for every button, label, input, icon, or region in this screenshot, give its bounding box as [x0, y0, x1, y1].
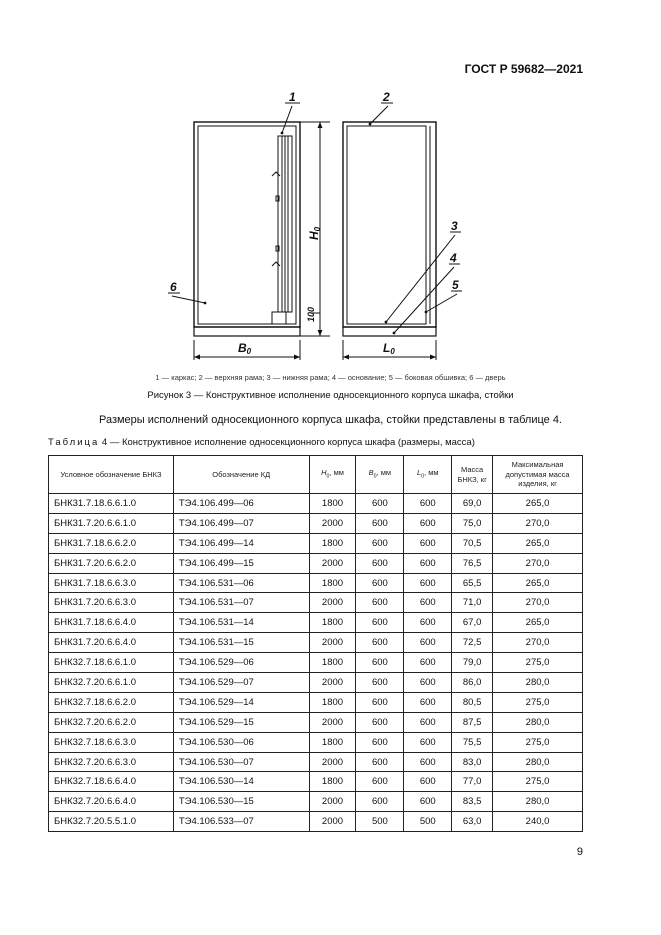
table-cell: 1800: [309, 494, 356, 514]
dim-width-label: B0: [238, 341, 252, 356]
table-cell: БНК32.7.18.6.6.4.0: [49, 772, 174, 792]
table-cell: ТЭ4.106.531—06: [173, 573, 309, 593]
table-cell: 1800: [309, 772, 356, 792]
table-cell: БНК31.7.20.6.6.1.0: [49, 513, 174, 533]
table-cell: 270,0: [493, 593, 583, 613]
table-cell: 71,0: [452, 593, 493, 613]
table-cell: ТЭ4.106.499—06: [173, 494, 309, 514]
table-cell: 79,0: [452, 653, 493, 673]
figure-caption: Рисунок 3 — Конструктивное исполнение односекционного корпуса шкафа, стойки: [147, 390, 514, 401]
dimensions-table: [48, 455, 583, 832]
dim-height-label: H0: [307, 226, 322, 240]
table-cell: 600: [356, 593, 404, 613]
table-cell: ТЭ4.106.530—06: [173, 732, 309, 752]
table-cell: 2000: [309, 792, 356, 812]
table-cell: 600: [356, 712, 404, 732]
table-cell: ТЭ4.106.529—15: [173, 712, 309, 732]
table-cell: БНК32.7.20.5.5.1.0: [49, 812, 174, 832]
table-cell: ТЭ4.106.529—14: [173, 692, 309, 712]
table-cell: 2000: [309, 513, 356, 533]
table-row: [49, 712, 583, 732]
table-cell: 600: [356, 653, 404, 673]
table-cell: 270,0: [493, 553, 583, 573]
col-depth: $L_0$, мм: [404, 456, 452, 494]
table-cell: 600: [356, 673, 404, 693]
cabinet-figure: [150, 88, 459, 368]
table-row: [49, 673, 583, 693]
table-cell: 600: [404, 752, 452, 772]
table-cell: БНК31.7.18.6.6.1.0: [49, 494, 174, 514]
table-cell: 275,0: [493, 732, 583, 752]
front-inner-frame: [198, 126, 296, 324]
callout-4: 4: [450, 251, 457, 265]
table-cell: 87,5: [452, 712, 493, 732]
table-row: [49, 494, 583, 514]
table-cell: 600: [404, 573, 452, 593]
table-cell: 600: [404, 553, 452, 573]
table-cell: ТЭ4.106.499—07: [173, 513, 309, 533]
intro-paragraph: Размеры исполнений односекционного корпуса шкафа, стойки представлены в таблице 4.: [98, 414, 562, 426]
front-outer-frame: [194, 122, 300, 327]
table-cell: 2000: [309, 553, 356, 573]
table-cell: 1800: [309, 613, 356, 633]
col-kd: Обозначение КД: [173, 456, 309, 494]
table-cell: 275,0: [493, 772, 583, 792]
table-cell: 2000: [309, 812, 356, 832]
table-cell: БНК32.7.20.6.6.1.0: [49, 673, 174, 693]
table-cell: 275,0: [493, 653, 583, 673]
table-cell: 600: [404, 772, 452, 792]
table-header-row: [49, 456, 583, 494]
table-cell: 67,0: [452, 613, 493, 633]
dim-depth-label: L0: [383, 341, 395, 356]
table-row: [49, 533, 583, 553]
table-cell: ТЭ4.106.533—07: [173, 812, 309, 832]
table-label: Таблица: [48, 437, 100, 448]
table-cell: 600: [356, 752, 404, 772]
table-cell: ТЭ4.106.530—14: [173, 772, 309, 792]
table-cell: 600: [356, 633, 404, 653]
table-cell: 500: [404, 812, 452, 832]
col-width: $B_0$, мм: [356, 456, 404, 494]
table-cell: БНК31.7.20.6.6.4.0: [49, 633, 174, 653]
table-cell: 600: [356, 573, 404, 593]
table-cell: 265,0: [493, 573, 583, 593]
table-cell: 600: [404, 613, 452, 633]
table-cell: 600: [404, 673, 452, 693]
table-cell: БНК31.7.18.6.6.2.0: [49, 533, 174, 553]
table-cell: 280,0: [493, 792, 583, 812]
table-cell: 76,5: [452, 553, 493, 573]
callout-6: 6: [170, 280, 177, 294]
table-cell: 600: [356, 613, 404, 633]
table-row: [49, 692, 583, 712]
table-cell: 1800: [309, 692, 356, 712]
callout-2: 2: [383, 90, 390, 104]
table-row: [49, 633, 583, 653]
table-cell: 63,0: [452, 812, 493, 832]
table-cell: ТЭ4.106.531—14: [173, 613, 309, 633]
callout-3: 3: [451, 219, 458, 233]
table-cell: 80,5: [452, 692, 493, 712]
table-cell: БНК32.7.18.6.6.2.0: [49, 692, 174, 712]
col-mass: Масса БНКЗ, кг: [452, 456, 493, 494]
table-cell: 275,0: [493, 692, 583, 712]
table-cell: 1800: [309, 732, 356, 752]
table-cell: ТЭ4.106.530—07: [173, 752, 309, 772]
front-plinth: [194, 327, 300, 336]
callout-1: 1: [289, 90, 296, 104]
table-cell: БНК32.7.18.6.6.1.0: [49, 653, 174, 673]
table-cell: 83,0: [452, 752, 493, 772]
table-cell: 600: [404, 653, 452, 673]
table-cell: 265,0: [493, 533, 583, 553]
table-title-text: — Конструктивное исполнение односекционного корпуса шкафа (размеры, масса): [107, 437, 475, 448]
figure-legend: 1 — каркас; 2 — верхняя рама; 3 — нижняя рама; 4 — основание; 5 — боковая обшивка; 6 — дверь: [155, 373, 506, 382]
table-row: [49, 553, 583, 573]
table-cell: БНК32.7.20.6.6.2.0: [49, 712, 174, 732]
table-cell: 265,0: [493, 613, 583, 633]
table-cell: 1800: [309, 533, 356, 553]
table-cell: 270,0: [493, 633, 583, 653]
table-cell: 65,5: [452, 573, 493, 593]
table-cell: 280,0: [493, 673, 583, 693]
table-row: [49, 752, 583, 772]
table-cell: 83,5: [452, 792, 493, 812]
table-cell: 600: [404, 692, 452, 712]
table-cell: БНК31.7.18.6.6.3.0: [49, 573, 174, 593]
table-cell: 1800: [309, 653, 356, 673]
page-number: 9: [576, 846, 583, 858]
table-cell: 280,0: [493, 712, 583, 732]
side-plinth: [343, 327, 436, 336]
table-cell: БНК32.7.20.6.6.4.0: [49, 792, 174, 812]
table-cell: ТЭ4.106.529—07: [173, 673, 309, 693]
table-cell: ТЭ4.106.529—06: [173, 653, 309, 673]
table-row: [49, 513, 583, 533]
table-cell: 600: [404, 712, 452, 732]
table-row: [49, 653, 583, 673]
table-cell: 75,5: [452, 732, 493, 752]
col-designation: Условное обозначение БНКЗ: [49, 456, 174, 494]
table-row: [49, 792, 583, 812]
table-row: [49, 613, 583, 633]
table-cell: 2000: [309, 712, 356, 732]
table-cell: 270,0: [493, 513, 583, 533]
table-cell: 2000: [309, 673, 356, 693]
col-max-mass: Максимальная допустимая масса изделия, кг: [493, 456, 583, 494]
table-cell: 600: [404, 732, 452, 752]
table-cell: 265,0: [493, 494, 583, 514]
table-number: 4: [101, 437, 108, 448]
table-cell: 1800: [309, 573, 356, 593]
table-cell: 240,0: [493, 812, 583, 832]
table-cell: 500: [356, 812, 404, 832]
side-outer-frame: [343, 122, 436, 327]
table-cell: 600: [356, 772, 404, 792]
table-cell: БНК32.7.18.6.6.3.0: [49, 732, 174, 752]
table-cell: 2000: [309, 752, 356, 772]
table-cell: 600: [356, 533, 404, 553]
table-cell: 77,0: [452, 772, 493, 792]
table-cell: 600: [404, 593, 452, 613]
table-row: [49, 772, 583, 792]
table-cell: 600: [356, 494, 404, 514]
table-cell: ТЭ4.106.499—15: [173, 553, 309, 573]
callout-5: 5: [452, 278, 459, 292]
table-cell: 600: [404, 494, 452, 514]
dim-base-label: 100: [306, 306, 316, 322]
table-cell: ТЭ4.106.530—15: [173, 792, 309, 812]
table-cell: ТЭ4.106.531—07: [173, 593, 309, 613]
table-cell: 86,0: [452, 673, 493, 693]
table-cell: БНК31.7.20.6.6.2.0: [49, 553, 174, 573]
table-cell: 600: [404, 513, 452, 533]
table-cell: 72,5: [452, 633, 493, 653]
table-row: [49, 593, 583, 613]
table-cell: БНК31.7.20.6.6.3.0: [49, 593, 174, 613]
table-row: [49, 573, 583, 593]
table-cell: 600: [356, 792, 404, 812]
table-cell: ТЭ4.106.499—14: [173, 533, 309, 553]
table-cell: БНК31.7.18.6.6.4.0: [49, 613, 174, 633]
table-row: [49, 732, 583, 752]
col-height: $H_0$, мм: [309, 456, 356, 494]
table-cell: 600: [404, 792, 452, 812]
table-cell: 600: [404, 633, 452, 653]
table-cell: 75,0: [452, 513, 493, 533]
table-cell: 69,0: [452, 494, 493, 514]
table-cell: 70,5: [452, 533, 493, 553]
table-row: [49, 812, 583, 832]
table-cell: 600: [356, 513, 404, 533]
table-cell: 280,0: [493, 752, 583, 772]
table-cell: 2000: [309, 633, 356, 653]
table-cell: 2000: [309, 593, 356, 613]
table-cell: 600: [356, 692, 404, 712]
table-cell: 600: [356, 732, 404, 752]
table-cell: БНК32.7.20.6.6.3.0: [49, 752, 174, 772]
standard-number: ГОСТ Р 59682—2021: [464, 62, 583, 76]
table-cell: ТЭ4.106.531—15: [173, 633, 309, 653]
table-cell: 600: [404, 533, 452, 553]
table-cell: 600: [356, 553, 404, 573]
table-title: [48, 437, 475, 448]
side-inner-frame: [347, 126, 426, 324]
